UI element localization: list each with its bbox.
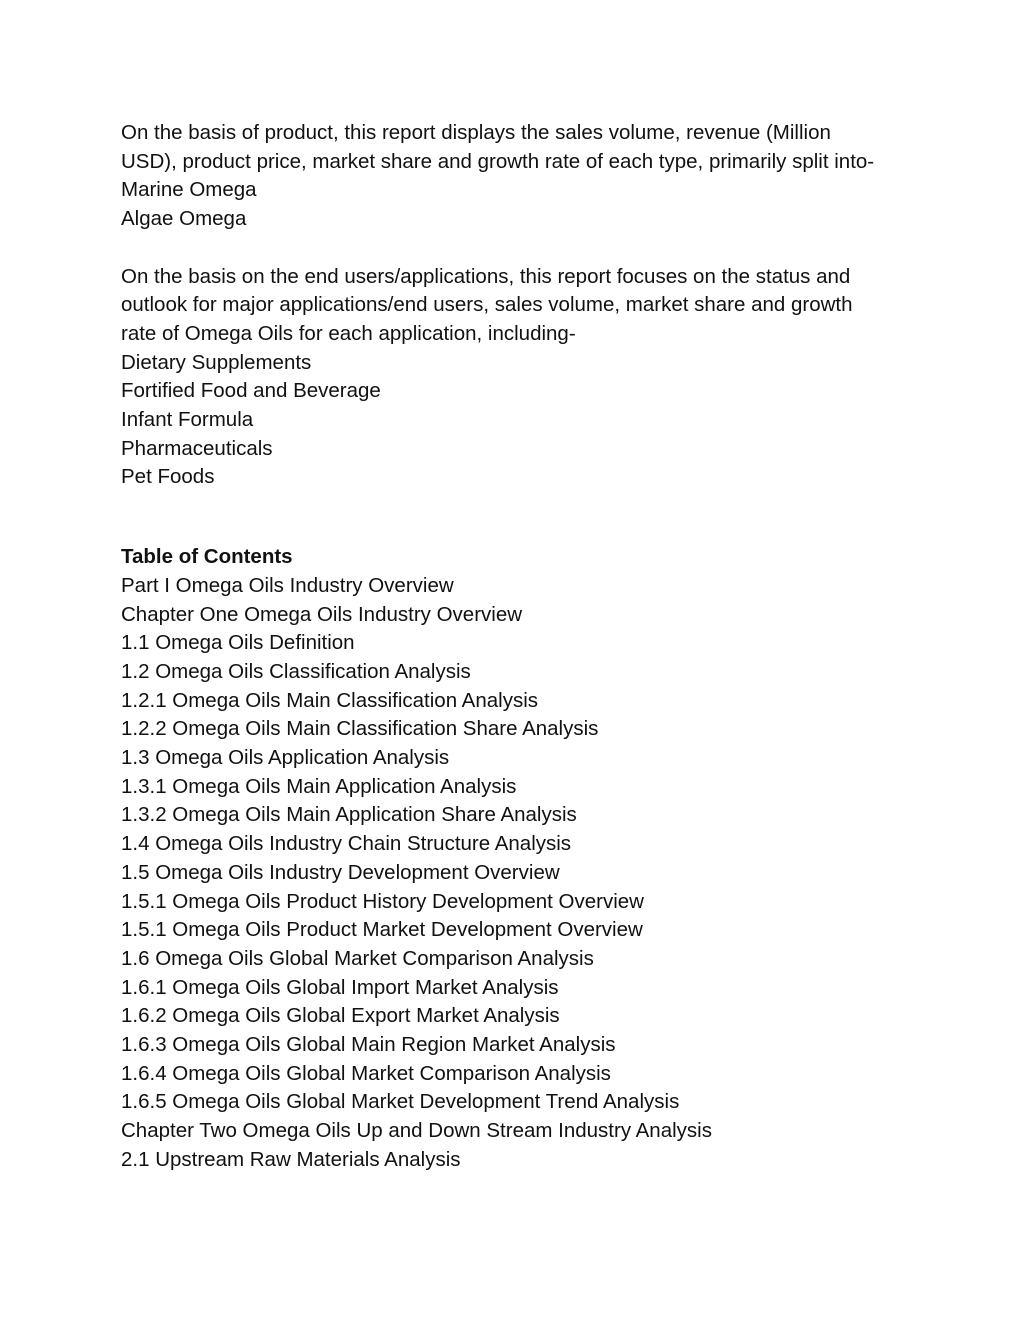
application-item: Dietary Supplements	[121, 350, 312, 374]
toc-entry: Chapter One Omega Oils Industry Overview	[121, 602, 523, 626]
product-type-item: Algae Omega	[121, 207, 247, 231]
toc-entry: 1.6.3 Omega Oils Global Main Region Market Analysis	[121, 1033, 616, 1057]
toc-entry: Chapter Two Omega Oils Up and Down Stream Industry Analysis	[121, 1119, 712, 1143]
toc-entry: 1.4 Omega Oils Industry Chain Structure Analysis	[121, 832, 572, 856]
toc-entry: 1.5.1 Omega Oils Product Market Development Overview	[121, 918, 643, 942]
document-page	[121, 119, 901, 1175]
application-item: Infant Formula	[121, 408, 254, 432]
toc-entry: 1.3.1 Omega Oils Main Application Analysis	[121, 774, 517, 798]
toc-entry: 1.1 Omega Oils Definition	[121, 631, 355, 655]
table-of-contents	[121, 543, 901, 1174]
blank-line	[121, 492, 901, 543]
toc-entry: 1.5 Omega Oils Industry Development Overview	[121, 860, 560, 884]
toc-entry: 1.6.4 Omega Oils Global Market Comparison Analysis	[121, 1061, 611, 1085]
product-intro-paragraph: On the basis of product, this report displays the sales volume, revenue (Million USD), product price, market share and growth rate of each type, primarily split into-	[121, 121, 875, 173]
toc-title: Table of Contents	[121, 545, 293, 569]
application-item: Pharmaceuticals	[121, 436, 273, 460]
toc-entry: 1.5.1 Omega Oils Product History Development Overview	[121, 889, 644, 913]
toc-entry: 2.1 Upstream Raw Materials Analysis	[121, 1147, 461, 1171]
product-section	[121, 119, 901, 234]
toc-entry: 1.6.2 Omega Oils Global Export Market Analysis	[121, 1004, 560, 1028]
toc-entry: 1.2.1 Omega Oils Main Classification Analysis	[121, 688, 539, 712]
blank-line	[121, 234, 901, 263]
product-type-item: Marine Omega	[121, 178, 257, 202]
toc-entry: 1.2 Omega Oils Classification Analysis	[121, 659, 471, 683]
toc-entry: 1.3 Omega Oils Application Analysis	[121, 746, 450, 770]
application-item: Pet Foods	[121, 465, 215, 489]
toc-entry: 1.6.5 Omega Oils Global Market Development Trend Analysis	[121, 1090, 680, 1114]
toc-entry: 1.6.1 Omega Oils Global Import Market Analysis	[121, 975, 559, 999]
toc-entry: Part I Omega Oils Industry Overview	[121, 573, 454, 597]
application-item: Fortified Food and Beverage	[121, 379, 381, 403]
toc-entry: 1.3.2 Omega Oils Main Application Share Analysis	[121, 803, 577, 827]
application-section	[121, 263, 901, 493]
application-intro-paragraph: On the basis on the end users/applications, this report focuses on the status and outlook for major applications/end users, sales volume, market share and growth rate of Omega Oils for each application, including-	[121, 264, 853, 345]
toc-entry: 1.6 Omega Oils Global Market Comparison Analysis	[121, 946, 594, 970]
toc-entry: 1.2.2 Omega Oils Main Classification Share Analysis	[121, 717, 599, 741]
